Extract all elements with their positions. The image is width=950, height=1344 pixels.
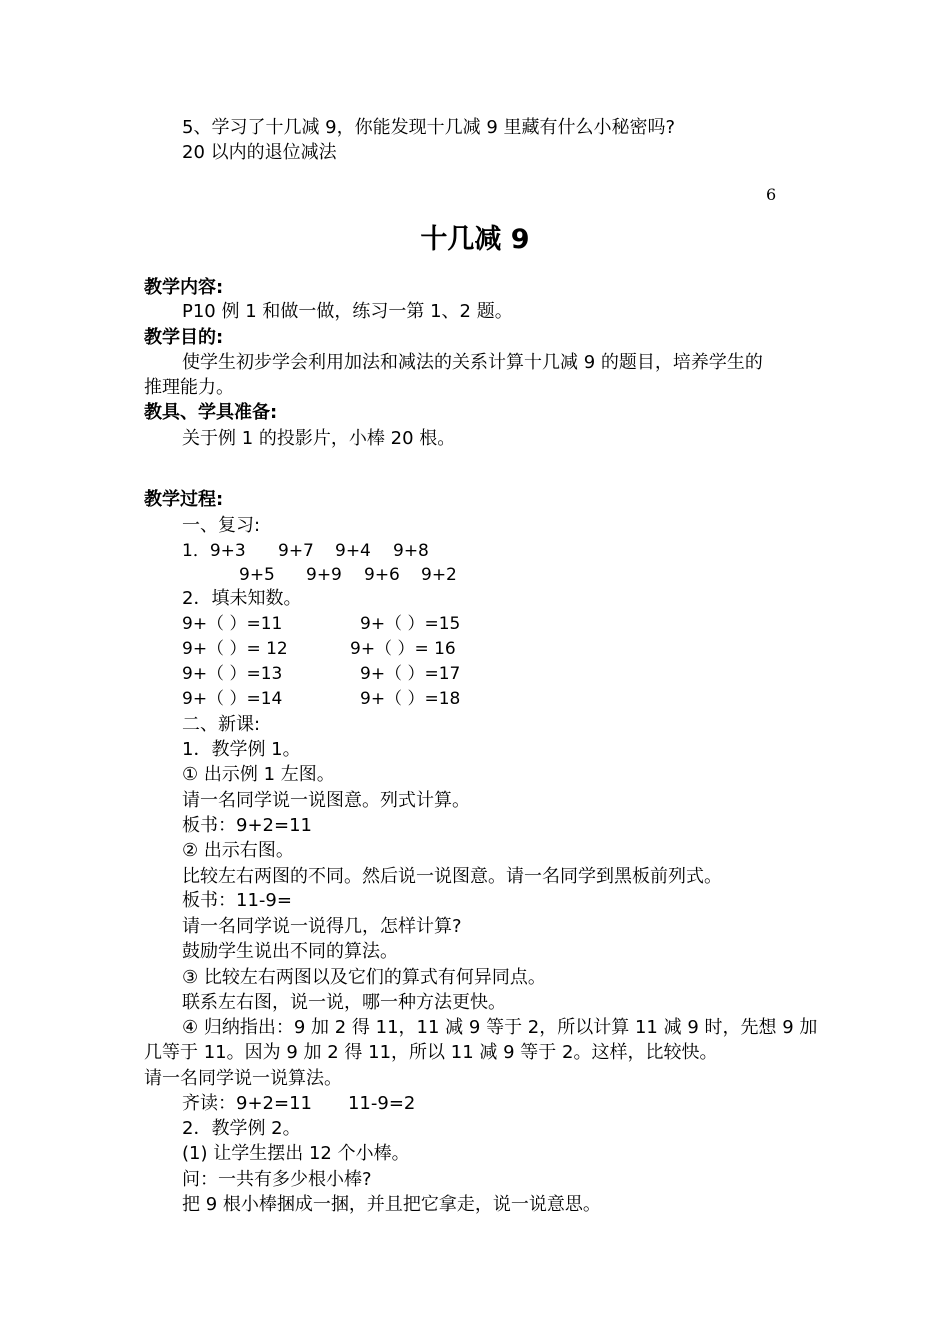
fill-item: 9+（ ）=17 — [360, 664, 461, 684]
content-text: P10 例 1 和做一做，练习一第 1、2 题。 — [182, 301, 513, 322]
process-heading: 教学过程: — [144, 489, 224, 510]
fill-item: 9+（ ）= 12 — [182, 639, 288, 659]
content-heading: 教学内容: — [144, 277, 224, 298]
tools-text: 关于例 1 的投影片，小棒 20 根。 — [182, 428, 456, 449]
review-item: 9+5 — [239, 565, 275, 585]
lesson-line: 把 9 根小棒捆成一捆，并且把它拿走，说一说意思。 — [182, 1194, 601, 1215]
lesson-line: 几等于 11。因为 9 加 2 得 11，所以 11 减 9 等于 2。这样，比较快。 — [144, 1042, 718, 1063]
fill-heading: 2．填未知数。 — [182, 588, 302, 609]
lesson-line: ① 出示例 1 左图。 — [182, 764, 335, 785]
lesson-line: ③ 比较左右两图以及它们的算式有何异同点。 — [182, 967, 546, 988]
goal-text-2: 推理能力。 — [144, 377, 234, 398]
page-title: 十几减 9 — [420, 224, 530, 255]
lesson-line: 1．教学例 1。 — [182, 739, 301, 760]
lesson-line: 问：一共有多少根小棒? — [182, 1169, 372, 1190]
lesson-line: 板书：9+2=11 — [182, 815, 312, 836]
goal-heading: 教学目的: — [144, 327, 224, 348]
goal-text-1: 使学生初步学会利用加法和减法的关系计算十几减 9 的题目，培养学生的 — [182, 352, 763, 373]
tools-heading: 教具、学具准备: — [144, 402, 278, 423]
review-heading: 一、复习: — [182, 515, 261, 536]
lesson-line: 2．教学例 2。 — [182, 1118, 301, 1139]
review-item: 9+4 — [335, 541, 371, 561]
review-item: 9+6 — [364, 565, 400, 585]
chapter-line: 20 以内的退位减法 — [182, 142, 337, 163]
lesson-line: 请一名同学说一说图意。列式计算。 — [182, 790, 470, 811]
lesson-line: (1) 让学生摆出 12 个小棒。 — [182, 1143, 410, 1164]
fill-item: 9+（ ）= 16 — [350, 639, 456, 659]
new-lesson-heading: 二、新课: — [182, 714, 261, 735]
lesson-line: 联系左右图，说一说，哪一种方法更快。 — [182, 992, 506, 1013]
lesson-line: ④ 归纳指出：9 加 2 得 11，11 减 9 等于 2，所以计算 11 减 9 时，先想 9 加 — [182, 1017, 818, 1038]
review-item: 1．9+3 — [182, 541, 246, 561]
lesson-line: 齐读：9+2=11 11-9=2 — [182, 1093, 416, 1114]
review-item: 9+7 — [278, 541, 314, 561]
lesson-line: ② 出示右图。 — [182, 840, 294, 861]
page-number: 6 — [766, 185, 777, 204]
review-item: 9+2 — [421, 565, 457, 585]
review-item: 9+8 — [393, 541, 429, 561]
fill-item: 9+（ ）=18 — [360, 689, 461, 709]
lesson-line: 比较左右两图的不同。然后说一说图意。请一名同学到黑板前列式。 — [182, 866, 722, 887]
lesson-line: 鼓励学生说出不同的算法。 — [182, 941, 398, 962]
fill-item: 9+（ ）=15 — [360, 614, 461, 634]
review-item: 9+9 — [306, 565, 342, 585]
fill-item: 9+（ ）=13 — [182, 664, 283, 684]
fill-item: 9+（ ）=11 — [182, 614, 283, 634]
lesson-line: 请一名同学说一说算法。 — [144, 1068, 342, 1089]
question-line: 5、学习了十几减 9，你能发现十几减 9 里藏有什么小秘密吗? — [182, 117, 676, 138]
lesson-line: 请一名同学说一说得几，怎样计算? — [182, 916, 462, 937]
lesson-line: 板书：11-9= — [182, 890, 292, 911]
fill-item: 9+（ ）=14 — [182, 689, 283, 709]
